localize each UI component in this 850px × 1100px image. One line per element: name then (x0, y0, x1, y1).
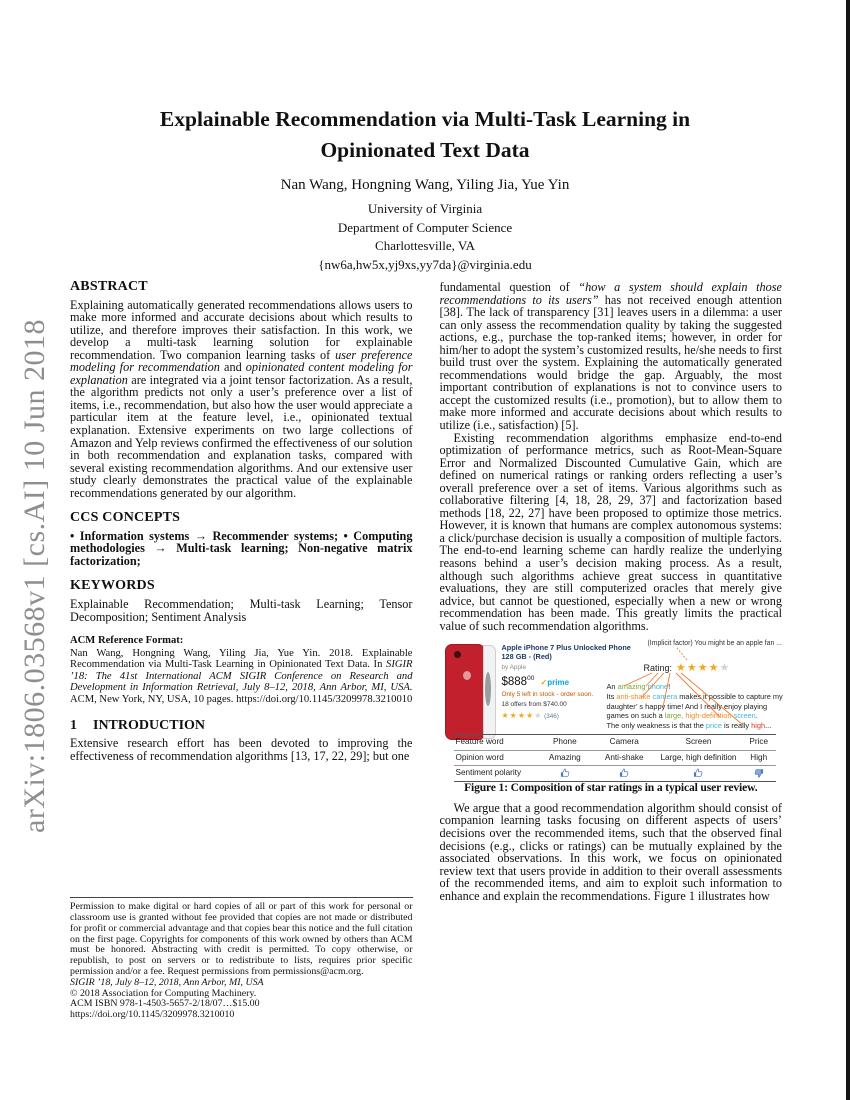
stock-warning: Only 5 left in stock - order soon. (501, 690, 594, 698)
phone-body-shape (445, 644, 485, 740)
arxiv-watermark: arXiv:1806.03568v1 [cs.AI] 10 Jun 2018 (18, 319, 51, 833)
review-line-1: An amazing phone! (606, 682, 671, 692)
review-line-3: The only weakness is that the price is really high... (606, 721, 772, 731)
copyright-footnote (70, 897, 413, 1021)
isbn-line: ACM ISBN 978-1-4503-5657-2/18/07…$15.00 (70, 998, 260, 1010)
keywords-heading: KEYWORDS (70, 578, 155, 594)
thumb-up-icon (593, 766, 655, 782)
author-emails: {nw6a,hw5x,yj9xs,yy7da}@virginia.edu (318, 256, 532, 272)
sentiment-table (454, 734, 776, 782)
section-1-heading (70, 717, 413, 733)
left-column (70, 281, 413, 1022)
product-title: Apple iPhone 7 Plus Unlocked Phone 128 GB - (Red) (501, 643, 631, 661)
scan-edge-artifact (846, 0, 850, 1100)
col2-paragraph-3: We argue that a good recommendation algorithm should consist of companion learning tasks focusing on different aspects of users’ decisions over the recommended items, such that the observed final decisions (e.g., clicks or ratings) can be mutually explained by the associated observations. In this work, we focus on opinionated review text that users provide in addition to their overall assessments of the recommended items, and aim to exploit such information to enhance and explain the recommendations. Figure 1 illustrates how (439, 800, 782, 903)
rating-label: Rating: (643, 663, 673, 674)
cell-feature-price: Price (742, 735, 776, 751)
right-column (440, 281, 783, 1022)
affiliation-university: University of Virginia (367, 201, 483, 216)
prime-label: prime (547, 677, 570, 687)
ccs-heading: CCS CONCEPTS (70, 510, 181, 526)
doi-line: https://doi.org/10.1145/3209978.3210010 (70, 1009, 235, 1021)
cell-feature-label: Feature word (454, 735, 537, 751)
price-cents: 00 (527, 675, 535, 683)
table-row-sentiment (454, 766, 776, 782)
acm-reference-text: Nan Wang, Hongning Wang, Yiling Jia, Yue Yin. 2018. Explainable Recommendation via Multi-Task Learning in Opinionated Text Data. In SIGIR ’18: The 41st International ACM SIGIR Conference on Research and Development in Information Retrieval, July 8–12, 2018, Ann Arbor, MI, USA. ACM, New York, NY, USA, 10 pages. https://doi.org/10.1145/3209978.3210010 (70, 647, 413, 706)
section-number: 1 (70, 717, 77, 733)
affiliation-block (0, 200, 850, 274)
phone-camera-dot (454, 651, 461, 658)
venue-line: SIGIR ’18, July 8–12, 2018, Ann Arbor, MI, USA (70, 976, 264, 988)
price-dollars: $888 (501, 675, 528, 688)
abstract-text: Explaining automatically generated recommendations allows users to make more informed and accurate decisions about which results to utilize, and therefore improves their satisfaction. In this work, we develop a multi-task learning solution for explainable recommendation. Two companion learning tasks of user preference modeling for recommendation and opinionated content modeling for explanation are integrated via a joint tensor factorization. As a result, the algorithm predicts not only a user’s preference over a list of items, i.e., recommendation, but also how the user would appreciate a particular item at the feature level, i.e., opinionated textual explanation. Extensive experiments on two large collections of Amazon and Yelp reviews confirmed the effectiveness of our solution in both recommendation and explanation tasks, compared with several existing recommendation algorithms. And our extensive user study clearly demonstrates the practical value of the explainable recommendations generated by our algorithm. (70, 297, 413, 500)
implicit-factor-note: (Implicit factor) You might be an apple fan ... (647, 640, 782, 648)
affiliation-city: Charlottesville, VA (375, 238, 475, 253)
paper-title: Explainable Recommendation via Multi-Task Learning in Opinionated Text Data (159, 107, 691, 162)
col2-paragraph-1: fundamental question of “how a system should explain those recommendations to its users” has not received enough attention [38]. The lack of transparency [31] leaves users in a dilemma: a user can only assess the recommendation quality by taking the suggested actions, e.g., purchase the top-ranked items; however, in order for him/her to adopt the system’s customized results, he/she needs to first build trust over the system. Explaining the automatically generated recommendations would bridge the gap. Arguably, the most important contribution of explanations is not to convince users to accept the customized results (i.e., promotion), but to allow them to make more informed and accurate decisions about which results to utilize (i.e., satisfaction) [5]. (439, 280, 783, 433)
rating-stars: ★★★★★ (676, 662, 731, 675)
prime-check-icon: ✓ (540, 677, 548, 687)
keywords-text: Explainable Recommendation; Multi-task Learning; Tensor Decomposition; Sentiment Analysis (70, 597, 413, 624)
review-line-2: Its anti-shake camera makes it possible to capture my daughter’ s happy time! And I really enjoy playing games on such a large, high-definition screen. (606, 692, 783, 721)
permission-text: Permission to make digital or hard copies of all or part of this work for personal or classroom use is granted without fee provided that copies are not made or distributed for profit or commercial advantage and that copies bear this notice and the full citation on the first page. Copyrights for components of this work owned by others than ACM must be honored. Abstracting with credit is permitted. To copy otherwise, or republish, to post on servers or to redistribute to lists, requires prior specific permission and/or a fee. Request permissions from permissions@acm.org. (70, 901, 413, 978)
author-list: Nan Wang, Hongning Wang, Yiling Jia, Yue Yin (280, 177, 570, 193)
figure-1 (440, 640, 783, 776)
figure-1-caption: Figure 1: Composition of star ratings in a typical user review. (464, 781, 758, 795)
affiliation-department: Department of Computer Science (337, 219, 513, 235)
review-text (607, 682, 785, 731)
abstract-heading: ABSTRACT (70, 279, 148, 294)
product-star-rating: ★★★★★ (346) (501, 710, 559, 720)
apple-logo-mark (463, 671, 471, 680)
cell-feature-camera: Camera (593, 735, 655, 751)
cell-sentiment-label: Sentiment polarity (454, 766, 537, 782)
table-row-feature (454, 735, 776, 751)
thumb-up-icon (655, 766, 742, 782)
product-image-iphone (442, 644, 496, 738)
phone-edge-shadow (485, 672, 491, 706)
intro-paragraph: Extensive research effort has been devoted to improving the effectiveness of recommendation algorithms [13, 17, 22, 29]; but one (70, 736, 413, 763)
product-by-line: by Apple (501, 663, 527, 671)
review-rating-row (644, 662, 731, 675)
copyright-line: © 2018 Association for Computing Machinery. (70, 987, 257, 999)
acm-reference-heading: ACM Reference Format: (70, 635, 184, 647)
cell-opinion-phone: Amazing (536, 750, 593, 766)
cell-feature-screen: Screen (655, 735, 742, 751)
col2-paragraph-2: Existing recommendation algorithms emphasize end-to-end optimization of performance metrics, such as Root-Mean-Square Error and Normalized Discounted Cumulative Gain, which are defined on numerical ratings or ranking orders reflecting a user’s overall preference over a set of items. Various algorithms such as collaborative filtering [4, 18, 28, 29, 37] and factorization based methods [18, 22, 27] have been proposed to optimize those metrics. However, it is known that humans are complex autonomous systems: a click/purchase decision is usually a composition of multiple factors. The end-to-end learning scheme can hardly realize the underlying reasons behind a user’s decision making process. As a result, although such algorithms achieve great success in quantitative evaluations, they are still computerized oracles that merely give advice, but cannot be questioned, especially when a new or wrong recommendation has been made. This greatly limits the practical value of such recommendation algorithms. (439, 430, 782, 633)
two-column-body (70, 281, 782, 1022)
table-row-opinion (454, 750, 776, 766)
section-title: INTRODUCTION (93, 717, 206, 733)
cell-opinion-label: Opinion word (454, 750, 537, 766)
thumb-down-icon (742, 766, 776, 782)
thumb-up-icon (536, 766, 593, 782)
cell-feature-phone: Phone (536, 735, 593, 751)
ccs-text: • Information systems → Recommender systems; • Computing methodologies → Multi-task learning; Non-negative matrix factorization; (70, 528, 413, 568)
offers-line: 18 offers from $740.00 (501, 701, 567, 709)
cell-opinion-screen: Large, high definition (655, 750, 742, 766)
cell-opinion-camera: Anti-shake (593, 750, 655, 766)
cell-opinion-price: High (742, 750, 776, 766)
